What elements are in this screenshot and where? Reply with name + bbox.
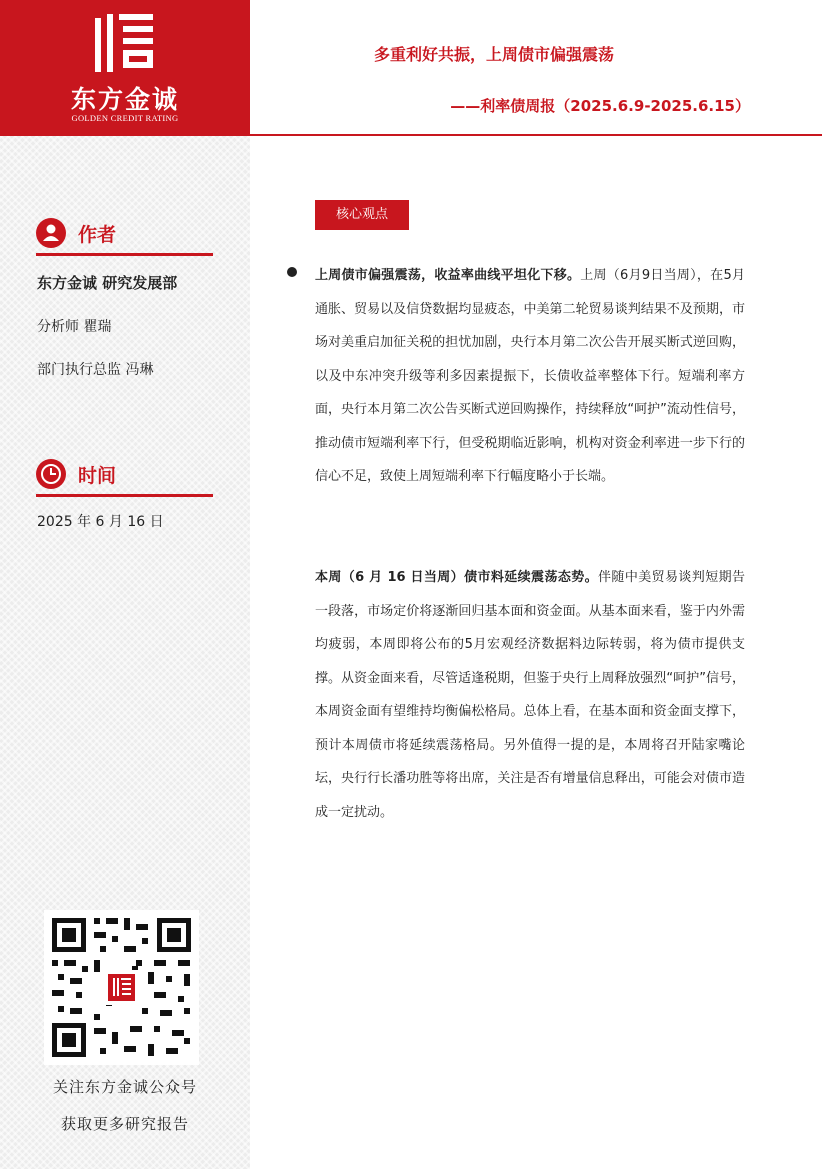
logo-chinese-name: 东方金诚: [70, 85, 179, 114]
director-name: 部门执行总监 冯琳: [37, 362, 154, 378]
company-logo-icon: [93, 14, 155, 72]
logo-english-name: GOLDEN CREDIT RATING: [71, 113, 179, 123]
core-views-tag: 核心观点: [315, 200, 409, 230]
qr-code: [44, 910, 199, 1065]
paragraph-this-week: [315, 561, 745, 829]
author-organization: 东方金诚 研究发展部: [37, 274, 178, 292]
time-section-header: [36, 459, 213, 495]
time-divider: [36, 494, 213, 497]
paragraph-last-week-lead: 上周债市偏强震荡，收益率曲线平坦化下移。: [315, 268, 581, 283]
report-subtitle: ——利率债周报（2025.6.9-2025.6.15）: [450, 97, 750, 115]
author-section-header: [36, 218, 213, 254]
paragraph-this-week-body: 伴随中美贸易谈判短期告一段落，市场定价将逐渐回归基本面和资金面。从基本面来看，鉴于内外需均疲弱，本周即将公布的5月宏观经济数据料边际转弱，将为债市提供支撑。从资金面来看，尽管适逢税期，但鉴于央行上周释放强烈“呵护”信号，本周资金面有望维持均衡偏松格局。总体上看，在基本面和资金面支撑下，预计本周债市将延续震荡格局。另外值得一提的是，本周将召开陆家嘴论坛，央行行长潘功胜等将出席，关注是否有增量信息释出，可能会对债市造成一定扰动。: [315, 570, 745, 820]
paragraph-last-week-body: 上周（6月9日当周），在5月通胀、贸易以及信贷数据均显疲态，中美第二轮贸易谈判结果不及预期，市场对美重启加征关税的担忧加剧，央行本月第二次公告开展买断式逆回购，以及中东冲突升级等利多因素提振下，长债收益率整体下行。短端利率方面，央行本月第二次公告买断式逆回购操作，持续释放“呵护”流动性信号，推动债市短端利率下行，但受税期临近影响，机构对资金利率进一步下行的信心不足，致使上周短端利率下行幅度略小于长端。: [315, 268, 745, 484]
header-divider: [250, 134, 822, 136]
qr-caption-follow: 关注东方金诚公众号: [52, 1078, 197, 1096]
report-title: 多重利好共振，上周债市偏强震荡: [374, 45, 615, 64]
logo-block: [0, 0, 250, 136]
analyst-name: 分析师 瞿瑞: [37, 319, 112, 335]
person-icon: [36, 218, 66, 248]
author-divider: [36, 253, 213, 256]
time-heading: 时间: [78, 465, 117, 487]
qr-caption-more: 获取更多研究报告: [60, 1115, 189, 1133]
paragraph-this-week-lead: 本周（6 月 16 日当周）债市料延续震荡态势。: [315, 570, 599, 585]
author-heading: 作者: [78, 224, 117, 246]
clock-icon: [36, 459, 66, 489]
report-date: 2025 年 6 月 16 日: [37, 514, 164, 530]
paragraph-last-week: [315, 259, 745, 494]
bullet-icon: [287, 267, 297, 277]
